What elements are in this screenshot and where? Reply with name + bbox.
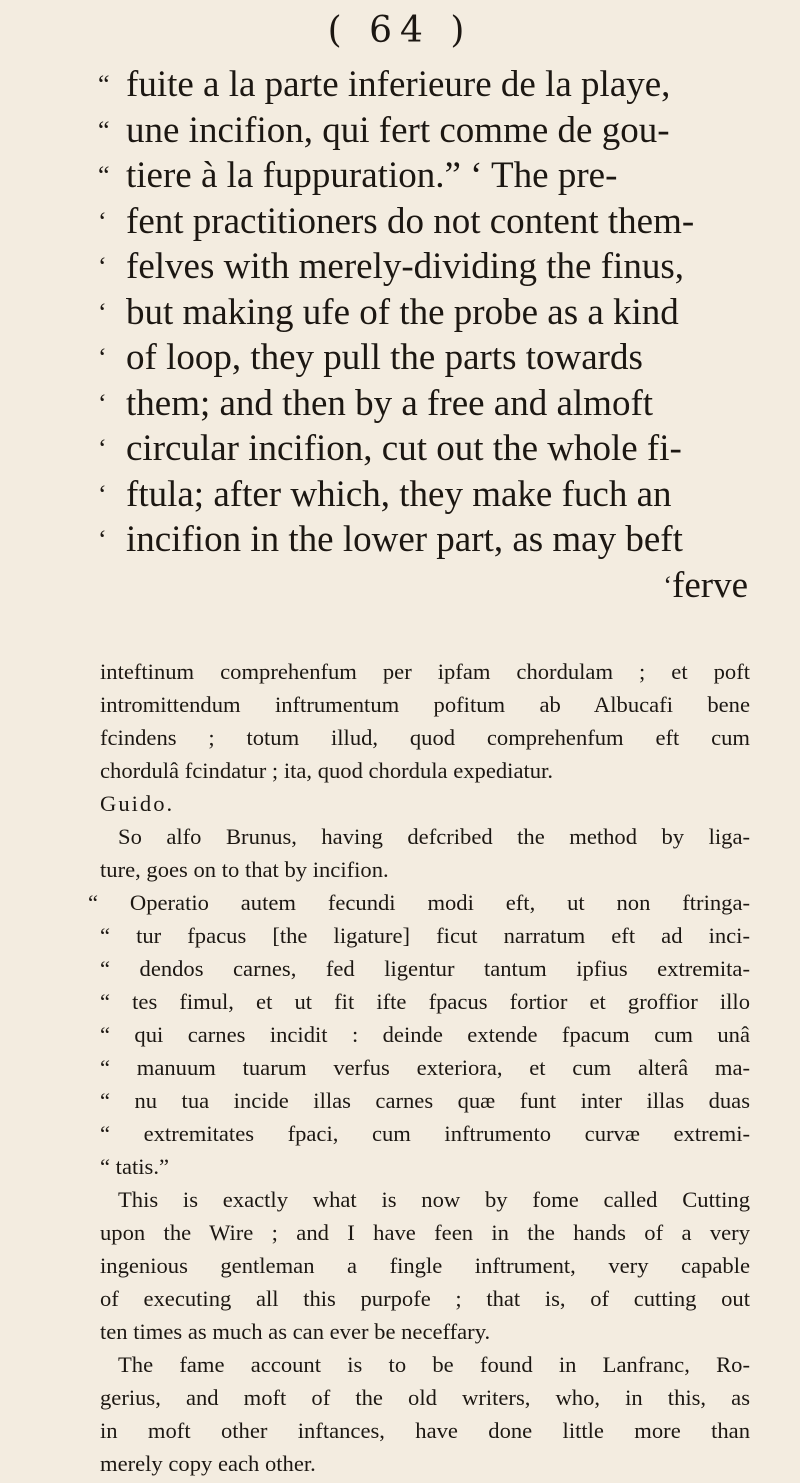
brunus-line: So alfo Brunus, having defcribed the method by liga- bbox=[118, 824, 750, 849]
quote-mark: ‘ bbox=[98, 206, 107, 236]
brunus-quotation bbox=[88, 886, 750, 1183]
closing-line: The fame account is to be found in Lanfranc, Ro- bbox=[118, 1352, 750, 1377]
line-text: ftula; after which, they make fuch an bbox=[126, 473, 672, 515]
line-text: of loop, they pull the parts towards bbox=[126, 337, 643, 378]
latin-line: inteftinum comprehenfum per ipfam chordulam ; et poft bbox=[100, 659, 750, 684]
page-number: ( 64 ) bbox=[327, 10, 473, 51]
quote-line: “ tes fimul, et ut fit ifte fpacus fortior et groffior illo bbox=[100, 989, 750, 1014]
quote-line: “ nu tua incide illas carnes quæ funt inter illas duas bbox=[100, 1088, 750, 1113]
line-text: incifion in the lower part, as may beft bbox=[126, 519, 683, 560]
line-text: une incifion, qui fert comme de gou- bbox=[126, 109, 670, 151]
closing-line: of executing all this purpofe ; that is, of cutting out bbox=[100, 1286, 750, 1311]
footnote-block bbox=[88, 655, 750, 1480]
line-text: tiere à la fuppuration.” ‘ The pre- bbox=[126, 155, 618, 196]
text-line bbox=[98, 426, 748, 472]
quote-mark: ‘ bbox=[663, 570, 672, 600]
quote-line: “ tatis.” bbox=[100, 1154, 170, 1179]
text-line bbox=[98, 244, 748, 290]
quote-mark: ‘ bbox=[98, 434, 107, 463]
line-text: them; and then by a free and almoft bbox=[126, 382, 654, 424]
quote-mark: ‘ bbox=[98, 388, 107, 418]
quote-line: “ extremitates fpaci, cum inftrumento curvæ extremi- bbox=[100, 1121, 750, 1146]
quote-mark: “ bbox=[98, 115, 110, 145]
text-line bbox=[98, 199, 748, 245]
quote-line: “ dendos carnes, fed ligentur tantum ipfius extremita- bbox=[100, 956, 750, 981]
closing-line: gerius, and moft of the old writers, who, in this, as bbox=[100, 1385, 750, 1410]
line-text: circular incifion, cut out the whole fi- bbox=[126, 428, 682, 469]
line-text: fent practitioners do not content them- bbox=[126, 200, 695, 242]
english-translation-block bbox=[98, 62, 748, 608]
line-text: felves with merely-dividing the finus, bbox=[126, 246, 684, 287]
closing-line: upon the Wire ; and I have feen in the hands of a very bbox=[100, 1220, 750, 1245]
closing-line: This is exactly what is now by fome called Cutting bbox=[118, 1187, 750, 1212]
text-line bbox=[98, 290, 748, 336]
closing-line: ten times as much as can ever be neceffary. bbox=[100, 1319, 491, 1344]
quote-mark: “ bbox=[98, 70, 110, 99]
author-signature: Guido. bbox=[100, 791, 175, 816]
text-line bbox=[98, 335, 748, 381]
closing-line: ingenious gentleman a fingle inftrument, very capable bbox=[100, 1253, 750, 1278]
text-line bbox=[98, 381, 748, 427]
catchword: ferve bbox=[672, 564, 748, 606]
quote-mark: ‘ bbox=[98, 252, 107, 281]
text-line bbox=[98, 108, 748, 154]
quote-mark: ‘ bbox=[98, 525, 107, 554]
latin-line: chordulâ fcindatur ; ita, quod chordula expediatur. bbox=[100, 758, 553, 783]
quote-mark: ‘ bbox=[98, 479, 107, 509]
text-line bbox=[98, 517, 748, 563]
latin-line: fcindens ; totum illud, quod comprehenfum eft cum bbox=[100, 725, 750, 750]
text-line bbox=[98, 153, 748, 199]
brunus-line: ture, goes on to that by incifion. bbox=[100, 857, 389, 882]
quote-line: “ manuum tuarum verfus exteriora, et cum alterâ ma- bbox=[100, 1055, 750, 1080]
quote-mark: “ bbox=[98, 161, 110, 190]
text-line bbox=[98, 62, 748, 108]
catchword-line bbox=[98, 563, 748, 609]
latin-line: intromittendum inftrumentum pofitum ab Albucafi bene bbox=[100, 692, 750, 717]
line-text: but making ufe of the probe as a kind bbox=[126, 291, 679, 333]
latin-quotation bbox=[100, 655, 750, 820]
quote-line: “ qui carnes incidit : deinde extende fpacum cum unâ bbox=[100, 1022, 750, 1047]
text-line bbox=[98, 472, 748, 518]
closing-line: in moft other inftances, have done little more than bbox=[100, 1418, 750, 1443]
quote-line: “ tur fpacus [the ligature] ficut narratum eft ad inci- bbox=[100, 923, 750, 948]
quote-mark: ‘ bbox=[98, 297, 107, 327]
quote-mark: ‘ bbox=[98, 343, 107, 372]
closing-line: merely copy each other. bbox=[100, 1451, 316, 1476]
line-text: fuite a la parte inferieure de la playe, bbox=[126, 64, 671, 105]
quote-line: “ Operatio autem fecundi modi eft, ut non ftringa- bbox=[88, 890, 750, 915]
